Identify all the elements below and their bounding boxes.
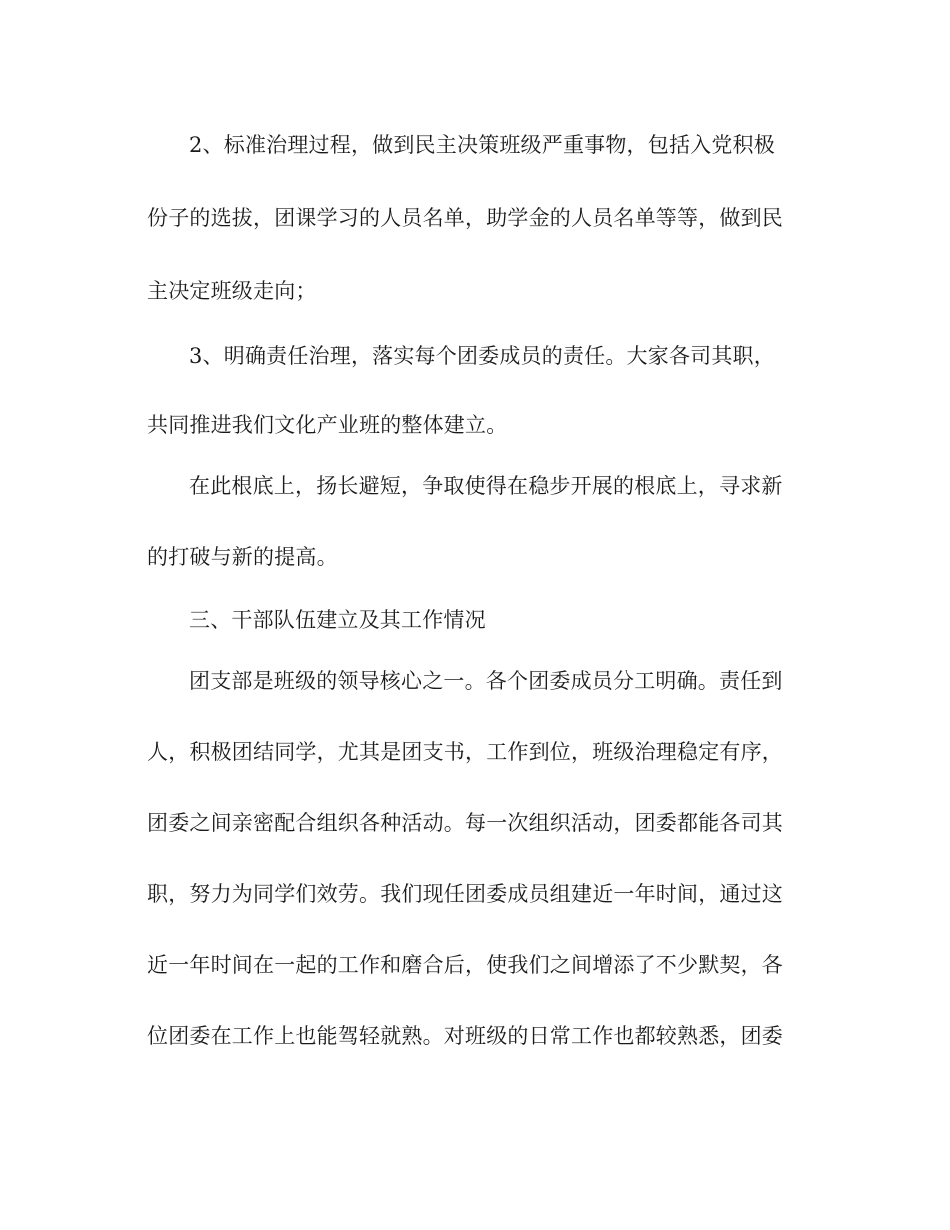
paragraph-line: 2、标准治理过程，做到民主决策班级严重事物，包括入党积极 — [189, 133, 775, 157]
paragraph-line: 3、明确责任治理，落实每个团委成员的责任。大家各司其职， — [189, 344, 775, 368]
paragraph-line: 在此根底上，扬长避短，争取使得在稳步开展的根底上，寻求新 — [189, 474, 783, 498]
paragraph-line: 团委之间亲密配合组织各种活动。每一次组织活动，团委都能各司其 — [147, 811, 783, 835]
paragraph-line: 份子的选拔，团课学习的人员名单，助学金的人员名单等等，做到民 — [147, 206, 783, 230]
paragraph-line: 团支部是班级的领导核心之一。各个团委成员分工明确。责任到 — [189, 669, 783, 693]
paragraph-line: 位团委在工作上也能驾轻就熟。对班级的日常工作也都较熟悉，团委 — [147, 1024, 783, 1048]
paragraph-line: 职，努力为同学们效劳。我们现任团委成员组建近一年时间，通过这 — [147, 882, 783, 906]
paragraph-line: 人，积极团结同学，尤其是团支书，工作到位，班级治理稳定有序， — [147, 740, 783, 764]
paragraph-line: 共同推进我们文化产业班的整体建立。 — [147, 413, 508, 437]
paragraph-line: 的打破与新的提高。 — [147, 545, 338, 569]
paragraph-line: 近一年时间在一起的工作和磨合后，使我们之间增添了不少默契，各 — [147, 953, 783, 977]
paragraph-line: 主决定班级走向； — [147, 279, 317, 303]
section-heading: 三、干部队伍建立及其工作情况 — [189, 608, 486, 632]
